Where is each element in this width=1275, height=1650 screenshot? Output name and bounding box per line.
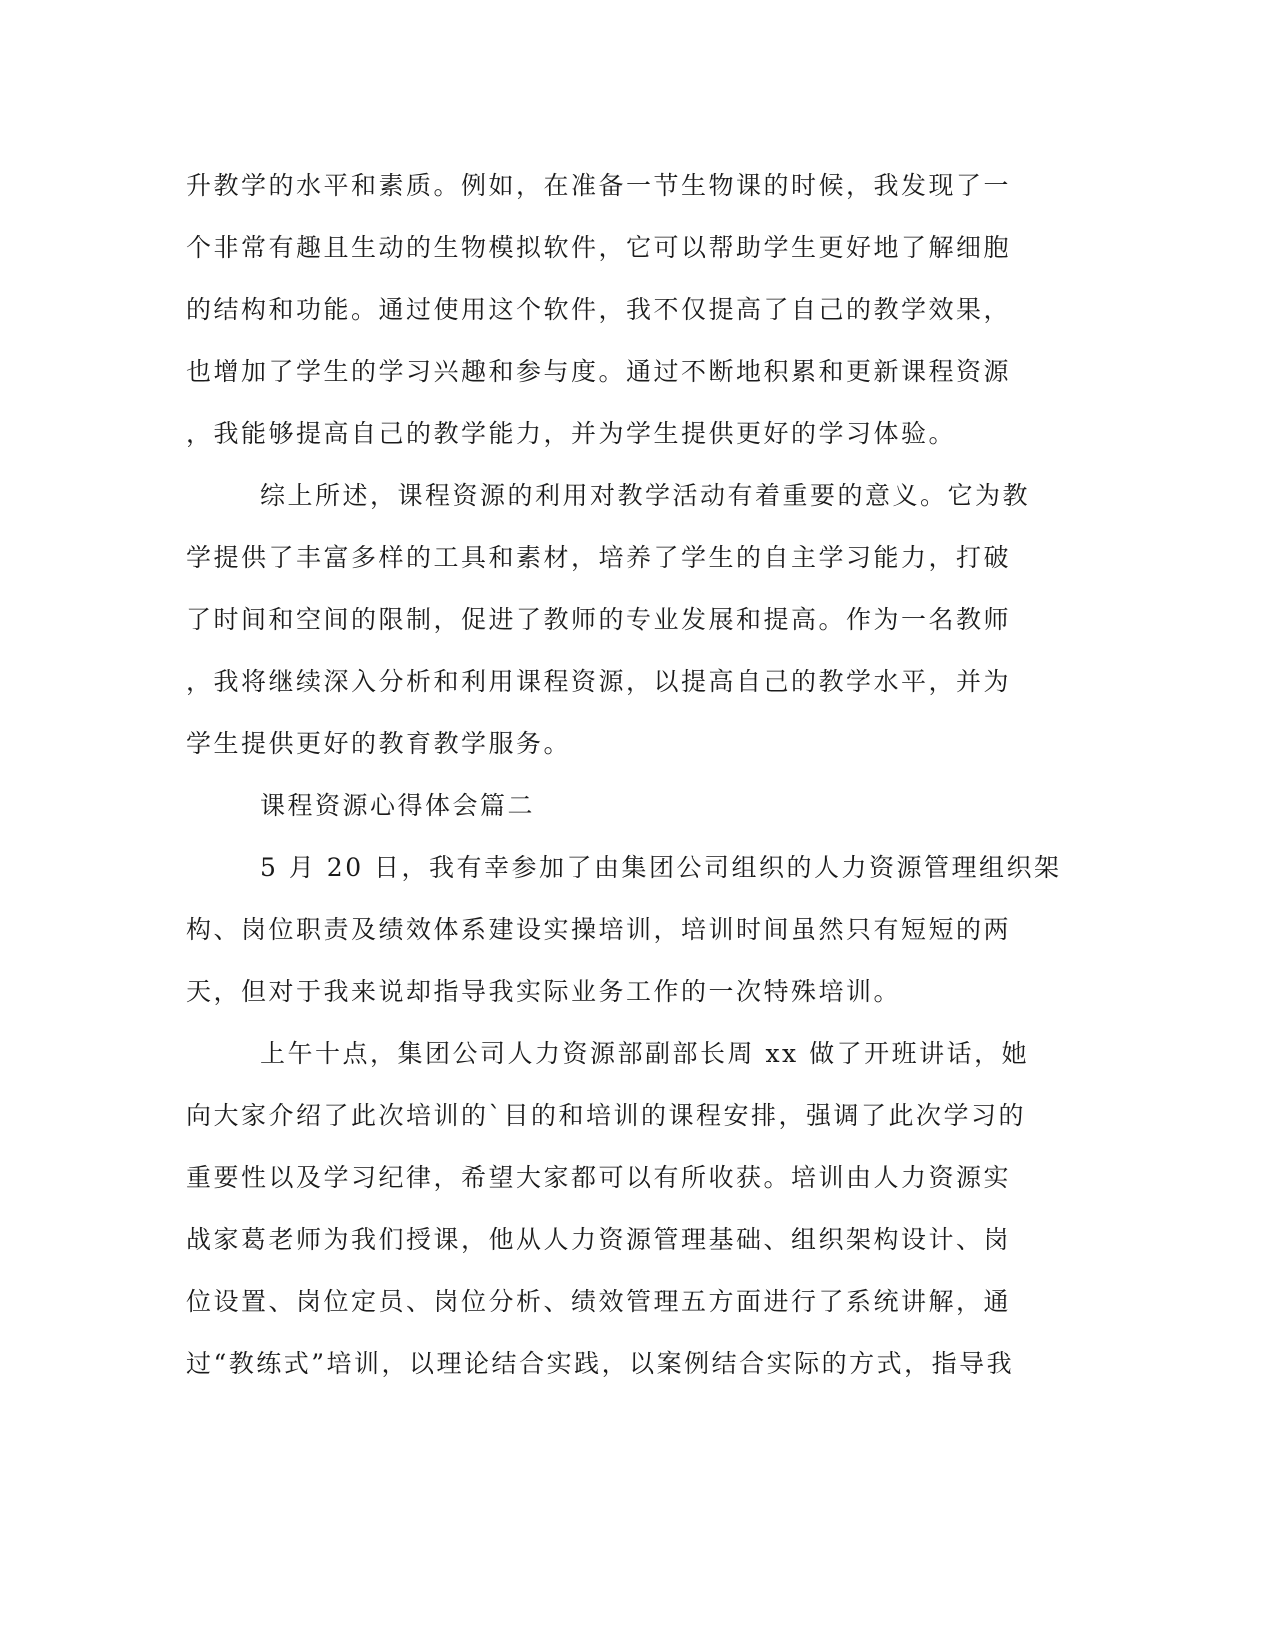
- text-line: 天，但对于我来说却指导我实际业务工作的一次特殊培训。: [186, 977, 902, 1006]
- text-line: 战家葛老师为我们授课，他从人力资源管理基础、组织架构设计、岗: [186, 1225, 1012, 1254]
- text-line: 也增加了学生的学习兴趣和参与度。通过不断地积累和更新课程资源: [186, 357, 1012, 386]
- text-line: 学生提供更好的教育教学服务。: [186, 729, 572, 758]
- text-line: 综上所述，课程资源的利用对教学活动有着重要的意义。它为教: [260, 481, 1031, 510]
- text-line: 过“教练式”培训，以理论结合实践，以案例结合实际的方式，指导我: [186, 1349, 1015, 1378]
- text-line: 学提供了丰富多样的工具和素材，培养了学生的自主学习能力，打破: [186, 543, 1012, 572]
- text-line: 了时间和空间的限制，促进了教师的专业发展和提高。作为一名教师: [186, 605, 1012, 634]
- text-line: 向大家介绍了此次培训的`目的和培训的课程安排，强调了此次学习的: [186, 1101, 1027, 1130]
- text-line: 构、岗位职责及绩效体系建设实操培训，培训时间虽然只有短短的两: [186, 915, 1012, 944]
- text-line: ，我能够提高自己的教学能力，并为学生提供更好的学习体验。: [186, 419, 957, 448]
- text-line: 个非常有趣且生动的生物模拟软件，它可以帮助学生更好地了解细胞: [186, 233, 1012, 262]
- document-body: [186, 155, 1076, 1395]
- text-line: 5 月 20 日，我有幸参加了由集团公司组织的人力资源管理组织架: [260, 853, 1062, 882]
- text-line: 的结构和功能。通过使用这个软件，我不仅提高了自己的教学效果，: [186, 295, 1012, 324]
- text-line: 课程资源心得体会篇二: [260, 791, 536, 820]
- text-line: ，我将继续深入分析和利用课程资源，以提高自己的教学水平，并为: [186, 667, 1012, 696]
- text-line: 位设置、岗位定员、岗位分析、绩效管理五方面进行了系统讲解，通: [186, 1287, 1012, 1316]
- text-line: 上午十点，集团公司人力资源部副部长周 xx 做了开班讲话，她: [260, 1039, 1030, 1068]
- text-line: 升教学的水平和素质。例如，在准备一节生物课的时候，我发现了一: [186, 171, 1012, 200]
- text-line: 重要性以及学习纪律，希望大家都可以有所收获。培训由人力资源实: [186, 1163, 1012, 1192]
